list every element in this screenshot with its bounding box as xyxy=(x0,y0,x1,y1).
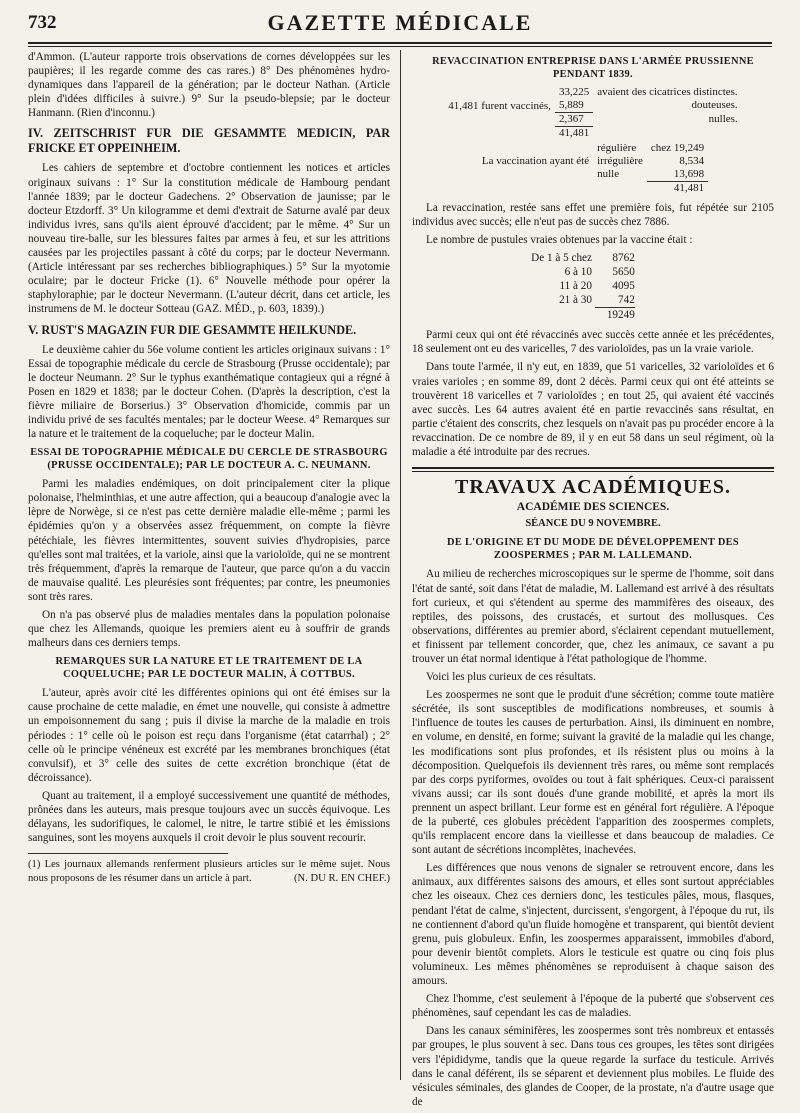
stat-label: douteuses. xyxy=(691,99,738,111)
pustules-row: De 1 à 5 chez 8762 xyxy=(531,252,635,265)
stat-sum: 41,481 xyxy=(555,127,593,141)
academy-title: ACADÉMIE DES SCIENCES. xyxy=(516,501,670,514)
pustules-row: 11 à 20 4095 xyxy=(559,280,635,293)
paragraph: Les cahiers de septembre et d'octobre contiennent les notices et articles originaux suivans : 1° Sur la constitution médicale de Hambourg pendant l'année 1839; par le docteur Gadechens. 2° Observation de jaunisse; par le docteur Etzdorff. 3° Un kilogramme et demi d'extrait de Saturne avalé par deux individus ivres, sans qu'ils aient éprouvé d'accident; par le même. 4° Sur un nouveau tire-balle, sur les blessures faites par armes à feu, et sur les attritions causées par les projectiles passant à côté du corps; par le docteur Nevermann. (Article intéressant par ses recherches bibliographiques.) 5° Sur la myotomie oculaire; par le docteur Fricke (1). 6° Nouvelle méthode pour opérer la staphyloraphie; par le docteur Nevermann. (L'auteur décrit, dans cet article, les instrumens de M. le docteur Sotteau (GAZ. MÉD., p. 603, 1839).) xyxy=(28,162,390,316)
vacc-label: La vaccination ayant été xyxy=(481,155,590,168)
stat-label: irrégulière xyxy=(597,155,643,167)
footnote-rule xyxy=(28,853,228,854)
header-rule-thin xyxy=(28,46,772,47)
paragraph: Le nombre de pustules vraies obtenues par la vaccine était : xyxy=(426,234,693,247)
section-heading: V. RUST'S MAGAZIN FUR DIE GESAMMTE HEILKUNDE. xyxy=(28,322,357,337)
header-rule xyxy=(28,42,772,44)
article-heading: REVACCINATION ENTREPRISE DANS L'ARMÉE PRUSSIENNE PENDANT 1839. xyxy=(432,56,754,80)
stat-number: 5,889 xyxy=(558,99,584,111)
paragraph: Dans toute l'armée, il n'y eut, en 1839, que 51 varicelles, 32 varioloïdes et 6 vraies varioles ; en somme 89, dont 2 décès. Parmi ceux qui ont été atteints se trouvèrent 18 varicelles et 7 varioloïdes ; en tout 25, qui avaient été vaccinés avec succès. Les 64 autres avaient été en partie revaccinés sans résultat, en partie c'étaient des conscrits, chez lesquels on n'avait pas pu procéder encore à la revaccination. De ce nombre de 89, il y en eut 58 dans un seul régiment, où la maladie a été introduite par des recrues. xyxy=(412,361,774,459)
stat-label: régulière xyxy=(597,142,637,154)
stat-number: 33,225 xyxy=(558,86,590,98)
right-column xyxy=(412,50,774,1113)
page-number: 732 xyxy=(28,12,57,33)
stat-number: 2,367 xyxy=(555,113,593,127)
pustules-list xyxy=(482,251,774,322)
paragraph: Chez l'homme, c'est seulement à l'époque de la puberté que s'observent ces phénomènes, sauf cependant les cas de maladies. xyxy=(412,993,774,1020)
paragraph: L'auteur, après avoir cité les différentes opinions qui ont été émises sur la cause prochaine de cette maladie, en émet une nouvelle, qui consiste à admettre un empoisonnement du sang ; puis il divise la marche de la maladie en trois périodes : 1° celle où le poison est reçu dans l'organisme (état catarrhal) ; 2° celle où le principe vénéneux est excrété par les membranes bronchiques (état convulsif), et 3° celle des suites de cette excrétion bronchique (état de décroissance). xyxy=(28,687,390,784)
footnote-signature: (N. DU R. EN CHEF.) xyxy=(294,872,390,884)
pustules-row: 21 à 30 742 xyxy=(559,294,635,307)
paragraph: Les zoospermes ne sont que le produit d'une sécrétion; comme toute matière sécrétée, ils sont susceptibles de modifications nombreuses, et soumis à l'influence de toutes les causes de perturbation. Ainsi, ils diminuent en nombre, en volume, en densité, en forme; suivant la gravité de la maladie qui les change, les modifications sont plus profondes, et ils résistent plus ou moins à la décomposition. Quelquefois ils deviennent très rares, ou même sont remplacés par des corps pyriformes, ovoïdes ou tout à fait sphériques. Ceux-ci paraissent vivans aussi; car ils sont doués d'une grande mobilité, et après la mort ils prennent un aspect brillant. Leur forme est en général fort régulière. A l'époque de la puberté, ces globules précèdent l'apparition des zoospermes complets, qu'ils remplacent encore dans la vieillesse et dans beaucoup de maladies. Ce sont autant de sécrétions incomplètes, inachevées. xyxy=(412,689,774,857)
paragraph: d'Ammon. (L'auteur rapporte trois observations de cornes développées sur les paupières; il les regarde comme des cas rares.) 8° Des phénomènes hydro-dynamiques dans l'appareil de la génération; par le docteur Nathan. (Article plein d'idées difficiles à suivre.) 9° Sur la pseudo-blepsie; par le docteur Hanmann. (Rien d'inconnu.) xyxy=(28,51,390,120)
footnote-text: (1) Les journaux allemands renferment plusieurs articles sur le même sujet. Nous nous proposons de les résumer dans un article à part. xyxy=(28,859,390,884)
stat-label: avaient des cicatrices distinctes. xyxy=(597,86,738,98)
journal-title: GAZETTE MÉDICALE xyxy=(267,10,533,35)
article-heading: DE L'ORIGINE ET DU MODE DE DÉVELOPPEMENT DES ZOOSPERMES ; PAR M. LALLEMAND. xyxy=(447,537,739,562)
total-label: 41,481 furent vaccinés, xyxy=(448,99,551,112)
stat-sum: 41,481 xyxy=(647,182,708,196)
paragraph: Voici les plus curieux de ces résultats. xyxy=(426,671,596,684)
section-rule-thin xyxy=(412,471,774,472)
paragraph: On n'a pas observé plus de maladies mentales dans la population polonaise que chez les Allemands, quoique les premiers aient eu à souffrir de grands malheurs dans ces derniers temps. xyxy=(28,609,390,650)
section-rule xyxy=(412,467,774,469)
paragraph: La revaccination, restée sans effet une première fois, fut répétée sur 2105 individus avec succès; elle n'eut pas de succès chez 7886. xyxy=(412,202,774,229)
section-title: TRAVAUX ACADÉMIQUES. xyxy=(455,476,731,499)
page-header xyxy=(28,6,772,40)
section-heading: IV. ZEITSCHRIST FUR DIE GESAMMTE MEDICIN, PAR FRICKE ET OPPEINHEIM. xyxy=(28,126,390,156)
vaccination-result-table xyxy=(478,142,708,195)
footnote xyxy=(28,858,390,885)
vaccination-stats xyxy=(412,86,774,195)
left-column xyxy=(28,50,390,885)
stat-number: 8,534 xyxy=(679,155,705,167)
paragraph: Parmi ceux qui ont été révaccinés avec succès cette année et les précédentes, 18 seulement ont eu des varicelles, 7 des varioloïdes, pas un la vraie variole. xyxy=(412,329,774,356)
paragraph: Quant au traitement, il a employé successivement une quantité de méthodes, prônées dans les auteurs, mais presque toujours avec un succès équivoque. Les délayans, les sudorifiques, le calomel, le nitre, le tartre stibié et les émissions sanguines, sont les moyens auxquels il croit devoir le plus souvent recourir. xyxy=(28,789,390,845)
article-heading: ESSAI DE TOPOGRAPHIE MÉDICALE DU CERCLE DE STRASBOURG (PRUSSE OCCIDENTALE); PAR LE DOCTEUR A. C. NEUMANN. xyxy=(30,447,388,472)
paragraph: Le deuxième cahier du 56e volume contient les articles originaux suivans : 1° Essai de topographie médicale du cercle de Strasbourg (Prusse occidentale); par le docteur Neumann. 2° Sur le typhus exanthématique contagieux qui a régné à Posen en 1829 et 1838; par le docteur Cohen. (D'après la description, c'est la fièvre miliaire de Borserius.) 3° Observation d'homicide, commis par un individu privé de ses facultés mentales; par le docteur Weese. 4° Remarques sur la nature et le traitement de la coqueluche; par le docteur Malin. xyxy=(28,343,390,441)
stat-label: nulle xyxy=(597,168,620,180)
pustules-total: 19249 xyxy=(606,309,635,322)
stat-label: nulles. xyxy=(708,112,738,125)
stat-number: chez 19,249 xyxy=(650,142,705,154)
session-date: SÉANCE DU 9 NOVEMBRE. xyxy=(525,518,661,530)
stat-number: 13,698 xyxy=(673,168,705,180)
article-heading: REMARQUES SUR LA NATURE ET LE TRAITEMENT DE LA COQUELUCHE; PAR LE DOCTEUR MALIN, À COTTBUS. xyxy=(55,656,363,681)
vaccination-table xyxy=(444,86,741,140)
column-divider xyxy=(400,50,401,1080)
paragraph: Les différences que nous venons de signaler se retrouvent encore, dans les animaux, aux différentes saisons des amours, et elles sont surtout appréciables chez les oiseaux. Chez ces derniers donc, les testicules pâles, mous, flasques, pendant l'état de calme, s'injectent, durcissent, s'engorgent, à l'époque du rut, ils ne contiennent d'abord qu'un fluide homogène et transparent, qui bientôt devient grenu, puis globuleux. Enfin, les zoospermes apparaissent, immobiles d'abord, pour devenir bientôt complets. Alors le testicule est quatre ou cinq fois plus volumineux. Les mêmes phénomènes se reproduisent à chaque saison des amours. xyxy=(412,862,774,988)
pustules-row: 6 à 10 5650 xyxy=(564,266,635,279)
paragraph: Parmi les maladies endémiques, on doit principalement citer la plique polonaise, l'helminthias, et une autre affection, qui a beaucoup d'analogie avec la lèpre de Norwège, si ce n'est pas cette dernière maladie elle-même ; parmi les épidémies qu'on y a observées assez fréquemment, on compte la fièvre pétéchiale, les fièvres intermittentes, souvent suivies d'hydropisies, parce qu'elles sont mal traitées, et la variole, ainsi que la varioloïde, qui ne se montrent très fréquemment, d'après la remarque de l'auteur, que parce qu'on a du vaccin de mauvaise qualité. Les pleurésies sont fréquentes; par contre, les pneumonies sont très rares. xyxy=(28,478,390,603)
paragraph: Dans les canaux séminifères, les zoospermes sont très nombreux et entassés par groupes, le plus souvent à sec. Dans tous ces groupes, les têtes sont dirigées vers l'épididyme, tandis que la queue regarde la surface du testicule. Arrivés dans le canal déférent, ils se séparent et deviennent plus mobiles. Le fluide des vésicules séminales, des glandes de Cooper, de la prostate, n'a d'autre usage que de xyxy=(412,1025,774,1108)
paragraph: Au milieu de recherches microscopiques sur le sperme de l'homme, soit dans l'état de santé, soit dans l'état de maladie, M. Lallemand est arrivé à des résultats fort curieux, et qui s'étendent au sperme des mammifères des oiseaux, des reptiles, des poissons, des crustacés, et surtout des mollusques. Ces observations, différentes au premier abord, s'éclairent cependant mutuellement, et finissent par tellement concorder, que, chez les animaux, ce savant a pu trouver un état normal identique à l'état pathologique de l'homme. xyxy=(412,568,774,665)
